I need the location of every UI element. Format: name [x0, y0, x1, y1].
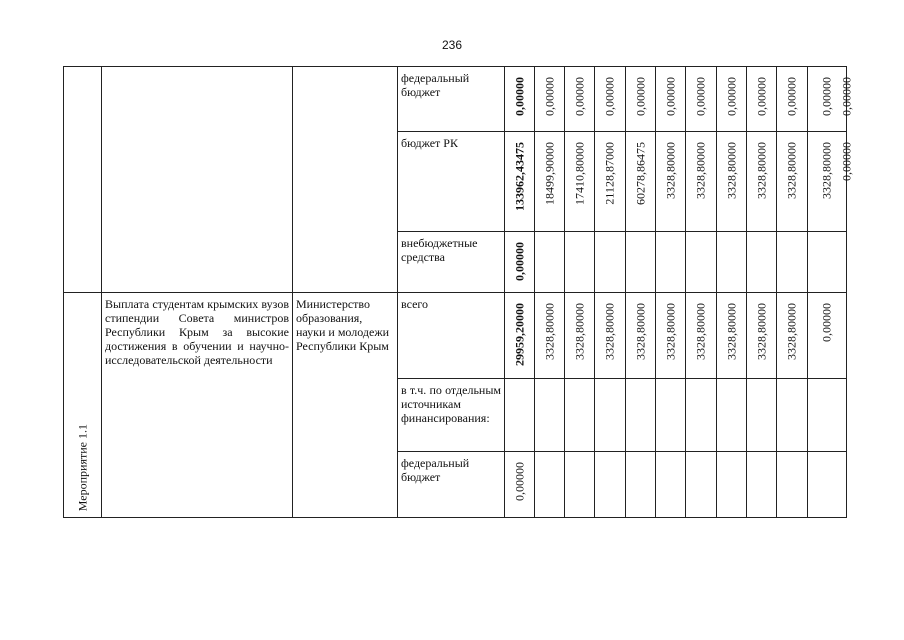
total-cell	[505, 132, 535, 232]
total-cell	[505, 293, 535, 379]
empty-executor-cell	[293, 67, 398, 293]
year-value: 0,00000	[839, 142, 854, 181]
executor-cell	[293, 293, 398, 518]
year-value: 0,00000	[693, 77, 708, 116]
year-value: 0,00000	[572, 77, 586, 116]
event-cell	[64, 293, 102, 518]
source-label: всего	[401, 297, 429, 311]
year-value: 3328,80000	[724, 142, 738, 199]
year-value: 3328,80000	[602, 303, 617, 360]
year-value: 0,00000	[754, 77, 768, 116]
year-value: 0,00000	[663, 77, 677, 116]
table-row	[64, 67, 847, 132]
year-value: 21128,87000	[602, 142, 617, 205]
year-value: 0,00000	[784, 77, 799, 116]
year-value: 0,00000	[819, 77, 834, 116]
year-value: 3328,80000	[693, 303, 708, 360]
year-value: 0,00000	[633, 77, 647, 116]
total-value: 0,00000	[512, 242, 526, 281]
source-label: бюджет РК	[401, 136, 458, 150]
year-value: 0,00000	[724, 77, 738, 116]
total-value: 0,00000	[512, 77, 526, 116]
total-value: 133962,43475	[512, 142, 526, 211]
total-cell	[505, 67, 535, 132]
year-value: 3328,80000	[663, 303, 677, 360]
total-value: 29959,20000	[512, 303, 526, 366]
year-value: 60278,86475	[633, 142, 647, 205]
event-executor: Министерство образования, науки и молодежи Республики Крым	[296, 297, 390, 353]
table-row	[64, 293, 847, 379]
empty-description-cell	[102, 67, 293, 293]
year-value: 3328,80000	[542, 303, 556, 360]
source-cell	[398, 232, 505, 293]
source-cell	[398, 293, 505, 379]
source-label: федеральный бюджет	[401, 456, 470, 484]
year-value: 0,00000	[819, 303, 834, 342]
total-cell	[505, 232, 535, 293]
year-value: 17410,80000	[572, 142, 586, 205]
year-value: 3328,80000	[663, 142, 677, 199]
source-label: внебюджетные средства	[401, 236, 478, 264]
source-cell	[398, 379, 505, 452]
total-cell	[505, 452, 535, 518]
total-value: 0,00000	[512, 462, 526, 501]
source-cell	[398, 452, 505, 518]
year-value: 0,00000	[542, 77, 556, 116]
year-value: 3328,80000	[819, 142, 834, 199]
year-value: 3328,80000	[784, 142, 799, 199]
year-value: 3328,80000	[724, 303, 738, 360]
source-label: в т.ч. по отдельным источникам финансирования:	[401, 383, 501, 425]
year-value: 3328,80000	[633, 303, 647, 360]
year-value: 3328,80000	[572, 303, 586, 360]
event-label: Мероприятие 1.1	[75, 423, 89, 511]
page-number: 236	[441, 38, 463, 52]
source-cell	[398, 67, 505, 132]
event-description: Выплата студентам крымских вузов стипендии Совета министров Республики Крым за высокие достижения в обучении и научно-исследовательской деятельности	[105, 297, 289, 367]
year-value: 3328,80000	[754, 303, 768, 360]
empty-event-cell	[64, 67, 102, 293]
year-value: 0,00000	[839, 77, 854, 116]
year-value: 0,00000	[602, 77, 617, 116]
year-value: 3328,80000	[693, 142, 708, 199]
budget-table	[63, 66, 854, 518]
year-value: 3328,80000	[754, 142, 768, 199]
source-cell	[398, 132, 505, 232]
year-value: 18499,90000	[542, 142, 556, 205]
source-label: федеральный бюджет	[401, 71, 470, 99]
year-value: 3328,80000	[784, 303, 799, 360]
description-cell	[102, 293, 293, 518]
